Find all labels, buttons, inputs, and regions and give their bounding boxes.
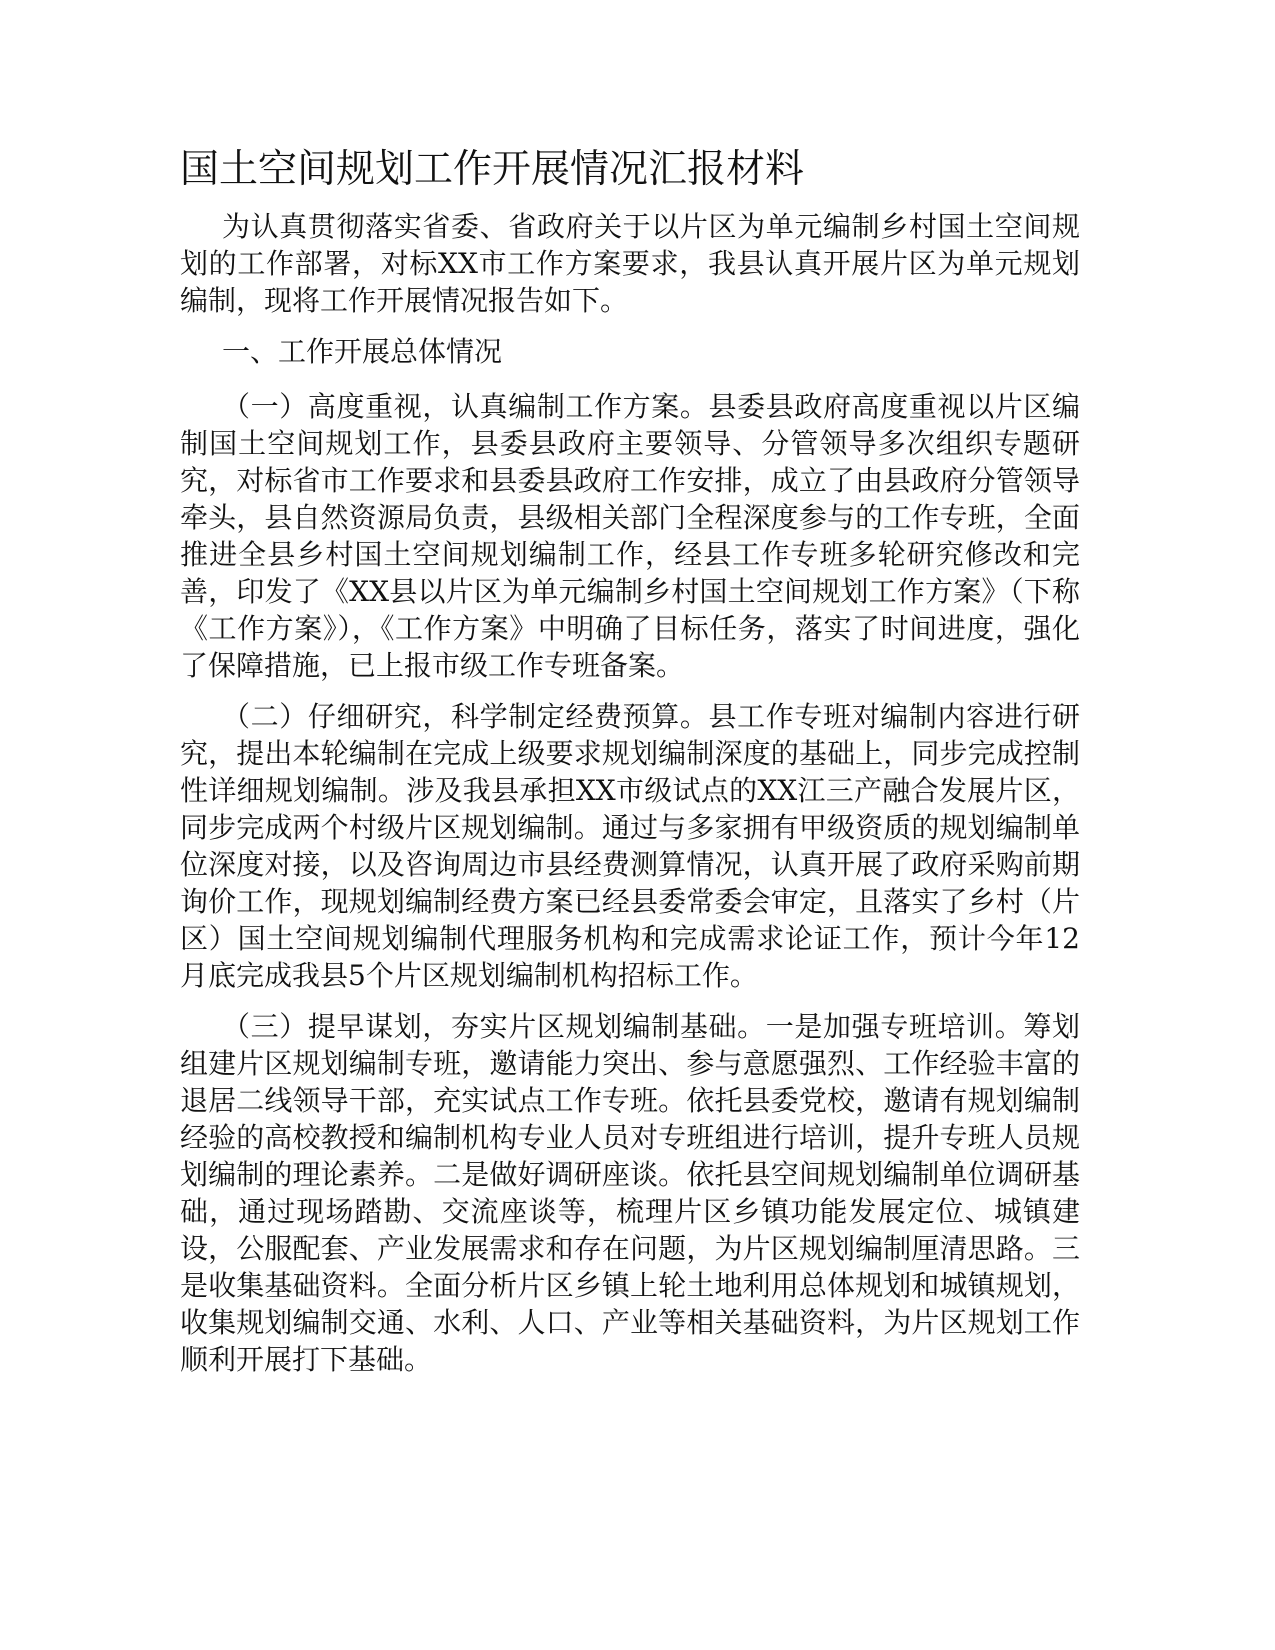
intro-paragraph: 为认真贯彻落实省委、省政府关于以片区为单元编制乡村国土空间规划的工作部署，对标XX市工作方案要求，我县认真开展片区为单元规划编制，现将工作开展情况报告如下。 [180, 210, 1080, 317]
document-page [180, 140, 1080, 1392]
paragraph-2: （二）仔细研究，科学制定经费预算。县工作专班对编制内容进行研究，提出本轮编制在完成上级要求规划编制深度的基础上，同步完成控制性详细规划编制。涉及我县承担XX市级试点的XX江三产融合发展片区，同步完成两个村级片区规划编制。通过与多家拥有甲级资质的规划编制单位深度对接，以及咨询周边市县经费测算情况，认真开展了政府采购前期询价工作，现规划编制经费方案已经县委常委会审定，且落实了乡村（片区）国土空间规划编制代理服务机构和完成需求论证工作，预计今年12月底完成我县5个片区规划编制机构招标工作。 [180, 700, 1080, 992]
paragraph-1: （一）高度重视，认真编制工作方案。县委县政府高度重视以片区编制国土空间规划工作，县委县政府主要领导、分管领导多次组织专题研究，对标省市工作要求和县委县政府工作安排，成立了由县政府分管领导牵头，县自然资源局负责，县级相关部门全程深度参与的工作专班，全面推进全县乡村国土空间规划编制工作，经县工作专班多轮研究修改和完善，印发了《XX县以片区为单元编制乡村国土空间规划工作方案》（下称《工作方案》），《工作方案》中明确了目标任务，落实了时间进度，强化了保障措施，已上报市级工作专班备案。 [180, 390, 1080, 682]
paragraph-3: （三）提早谋划，夯实片区规划编制基础。一是加强专班培训。筹划组建片区规划编制专班，邀请能力突出、参与意愿强烈、工作经验丰富的退居二线领导干部，充实试点工作专班。依托县委党校，邀请有规划编制经验的高校教授和编制机构专业人员对专班组进行培训，提升专班人员规划编制的理论素养。二是做好调研座谈。依托县空间规划编制单位调研基础，通过现场踏勘、交流座谈等，梳理片区乡镇功能发展定位、城镇建设，公服配套、产业发展需求和存在问题，为片区规划编制厘清思路。三是收集基础资料。全面分析片区乡镇上轮土地利用总体规划和城镇规划，收集规划编制交通、水利、人口、产业等相关基础资料，为片区规划工作顺利开展打下基础。 [180, 1010, 1080, 1376]
document-title: 国土空间规划工作开展情况汇报材料 [180, 147, 805, 192]
section-heading: 一、工作开展总体情况 [222, 335, 503, 368]
